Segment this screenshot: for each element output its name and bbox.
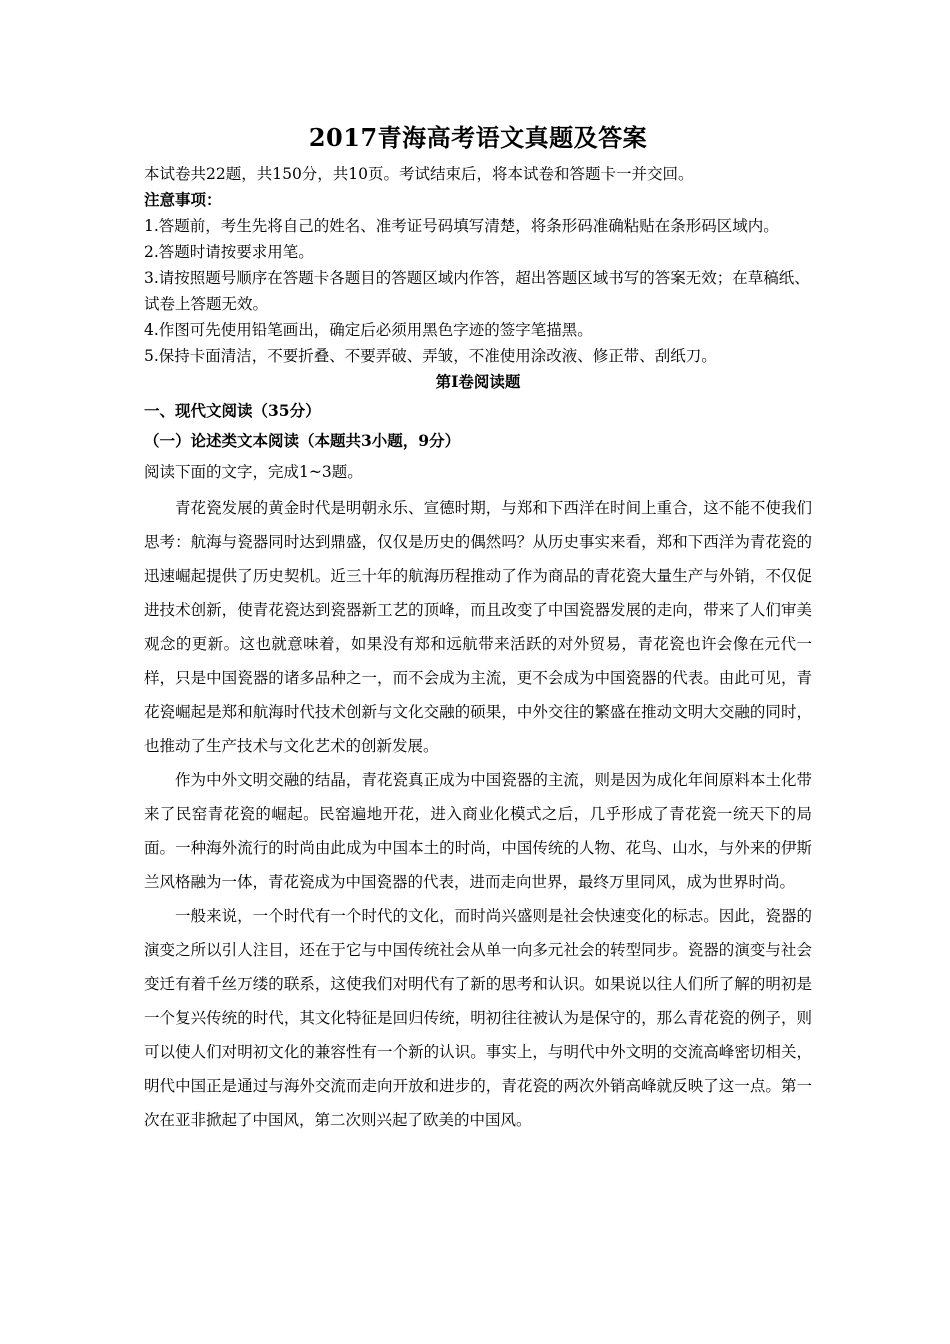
reading-prompt: 阅读下面的文字，完成1~3题。: [144, 463, 363, 481]
notice-item-5: 5.保持卡面清洁，不要折叠、不要弄破、弄皱，不准使用涂改液、修正带、刮纸刀。: [144, 347, 717, 365]
volume-heading: 第Ⅰ卷阅读题: [435, 372, 521, 391]
passage-paragraph-2: 作为中外文明交融的结晶，青花瓷真正成为中国瓷器的主流，则是因为成化年间原料本土化带来了民窑青花瓷的崛起。民窑遍地开花，进入商业化模式之后，几乎形成了青花瓷一统天下的局面。一种海外流行的时尚由此成为中国本土的时尚，中国传统的人物、花鸟、山水，与外来的伊斯兰风格融为一体，青花瓷成为中国瓷器的代表，进而走向世界，最终万里同风，成为世界时尚。: [144, 771, 812, 891]
section-heading: 一、现代文阅读（35分）: [144, 401, 321, 420]
passage-paragraph-1: 青花瓷发展的黄金时代是明朝永乐、宣德时期，与郑和下西洋在时间上重合，这不能不使我们思考：航海与瓷器同时达到鼎盛，仅仅是历史的偶然吗？从历史事实来看，郑和下西洋为青花瓷的迅速崛起提供了历史契机。近三十年的航海历程推动了作为商品的青花瓷大量生产与外销，不仅促进技术创新，使青花瓷达到瓷器新工艺的顶峰，而且改变了中国瓷器发展的走向，带来了人们审美观念的更新。这也就意味着，如果没有郑和远航带来活跃的对外贸易，青花瓷也许会像在元代一样，只是中国瓷器的诸多品种之一，而不会成为主流，更不会成为中国瓷器的代表。由此可见，青花瓷崛起是郑和航海时代技术创新与文化交融的硕果，中外交往的繁盛在推动文明大交融的同时，也推动了生产技术与文化艺术的创新发展。: [144, 499, 812, 755]
passage-paragraph-3: 一般来说，一个时代有一个时代的文化，而时尚兴盛则是社会快速变化的标志。因此，瓷器的演变之所以引人注目，还在于它与中国传统社会从单一向多元社会的转型同步。瓷器的演变与社会变迁有着千丝万缕的联系，这使我们对明代有了新的思考和认识。如果说以往人们所了解的明初是一个复兴传统的时代，其文化特征是回归传统，明初往往被认为是保守的，那么青花瓷的例子，则可以使人们对明初文化的兼容性有一个新的认识。事实上，与明代中外文明的交流高峰密切相关，明代中国正是通过与海外交流而走向开放和进步的，青花瓷的两次外销高峰就反映了这一点。第一次在亚非掀起了中国风，第二次则兴起了欧美的中国风。: [144, 907, 812, 1129]
notice-item-1: 1.答题前，考生先将自己的姓名、准考证号码填写清楚，将条形码准确粘贴在条形码区域内。: [144, 217, 779, 235]
notice-list: [144, 213, 812, 369]
exam-intro: 本试卷共22题，共150分，共10页。考试结束后，将本试卷和答题卡一并交回。: [144, 165, 694, 183]
document-title: 2017青海高考语文真题及答案: [308, 123, 648, 152]
notice-heading: 注意事项：: [144, 190, 222, 209]
notice-item-3: 3.请按照题号顺序在答题卡各题目的答题区域内作答，超出答题区域书写的答案无效；在草稿纸、试卷上答题无效。: [144, 269, 810, 313]
subsection-heading: （一）论述类文本阅读（本题共3小题，9分）: [144, 431, 461, 450]
notice-item-4: 4.作图可先使用铅笔画出，确定后必须用黑色字迹的签字笔描黑。: [144, 321, 593, 339]
notice-item-2: 2.答题时请按要求用笔。: [144, 243, 314, 261]
